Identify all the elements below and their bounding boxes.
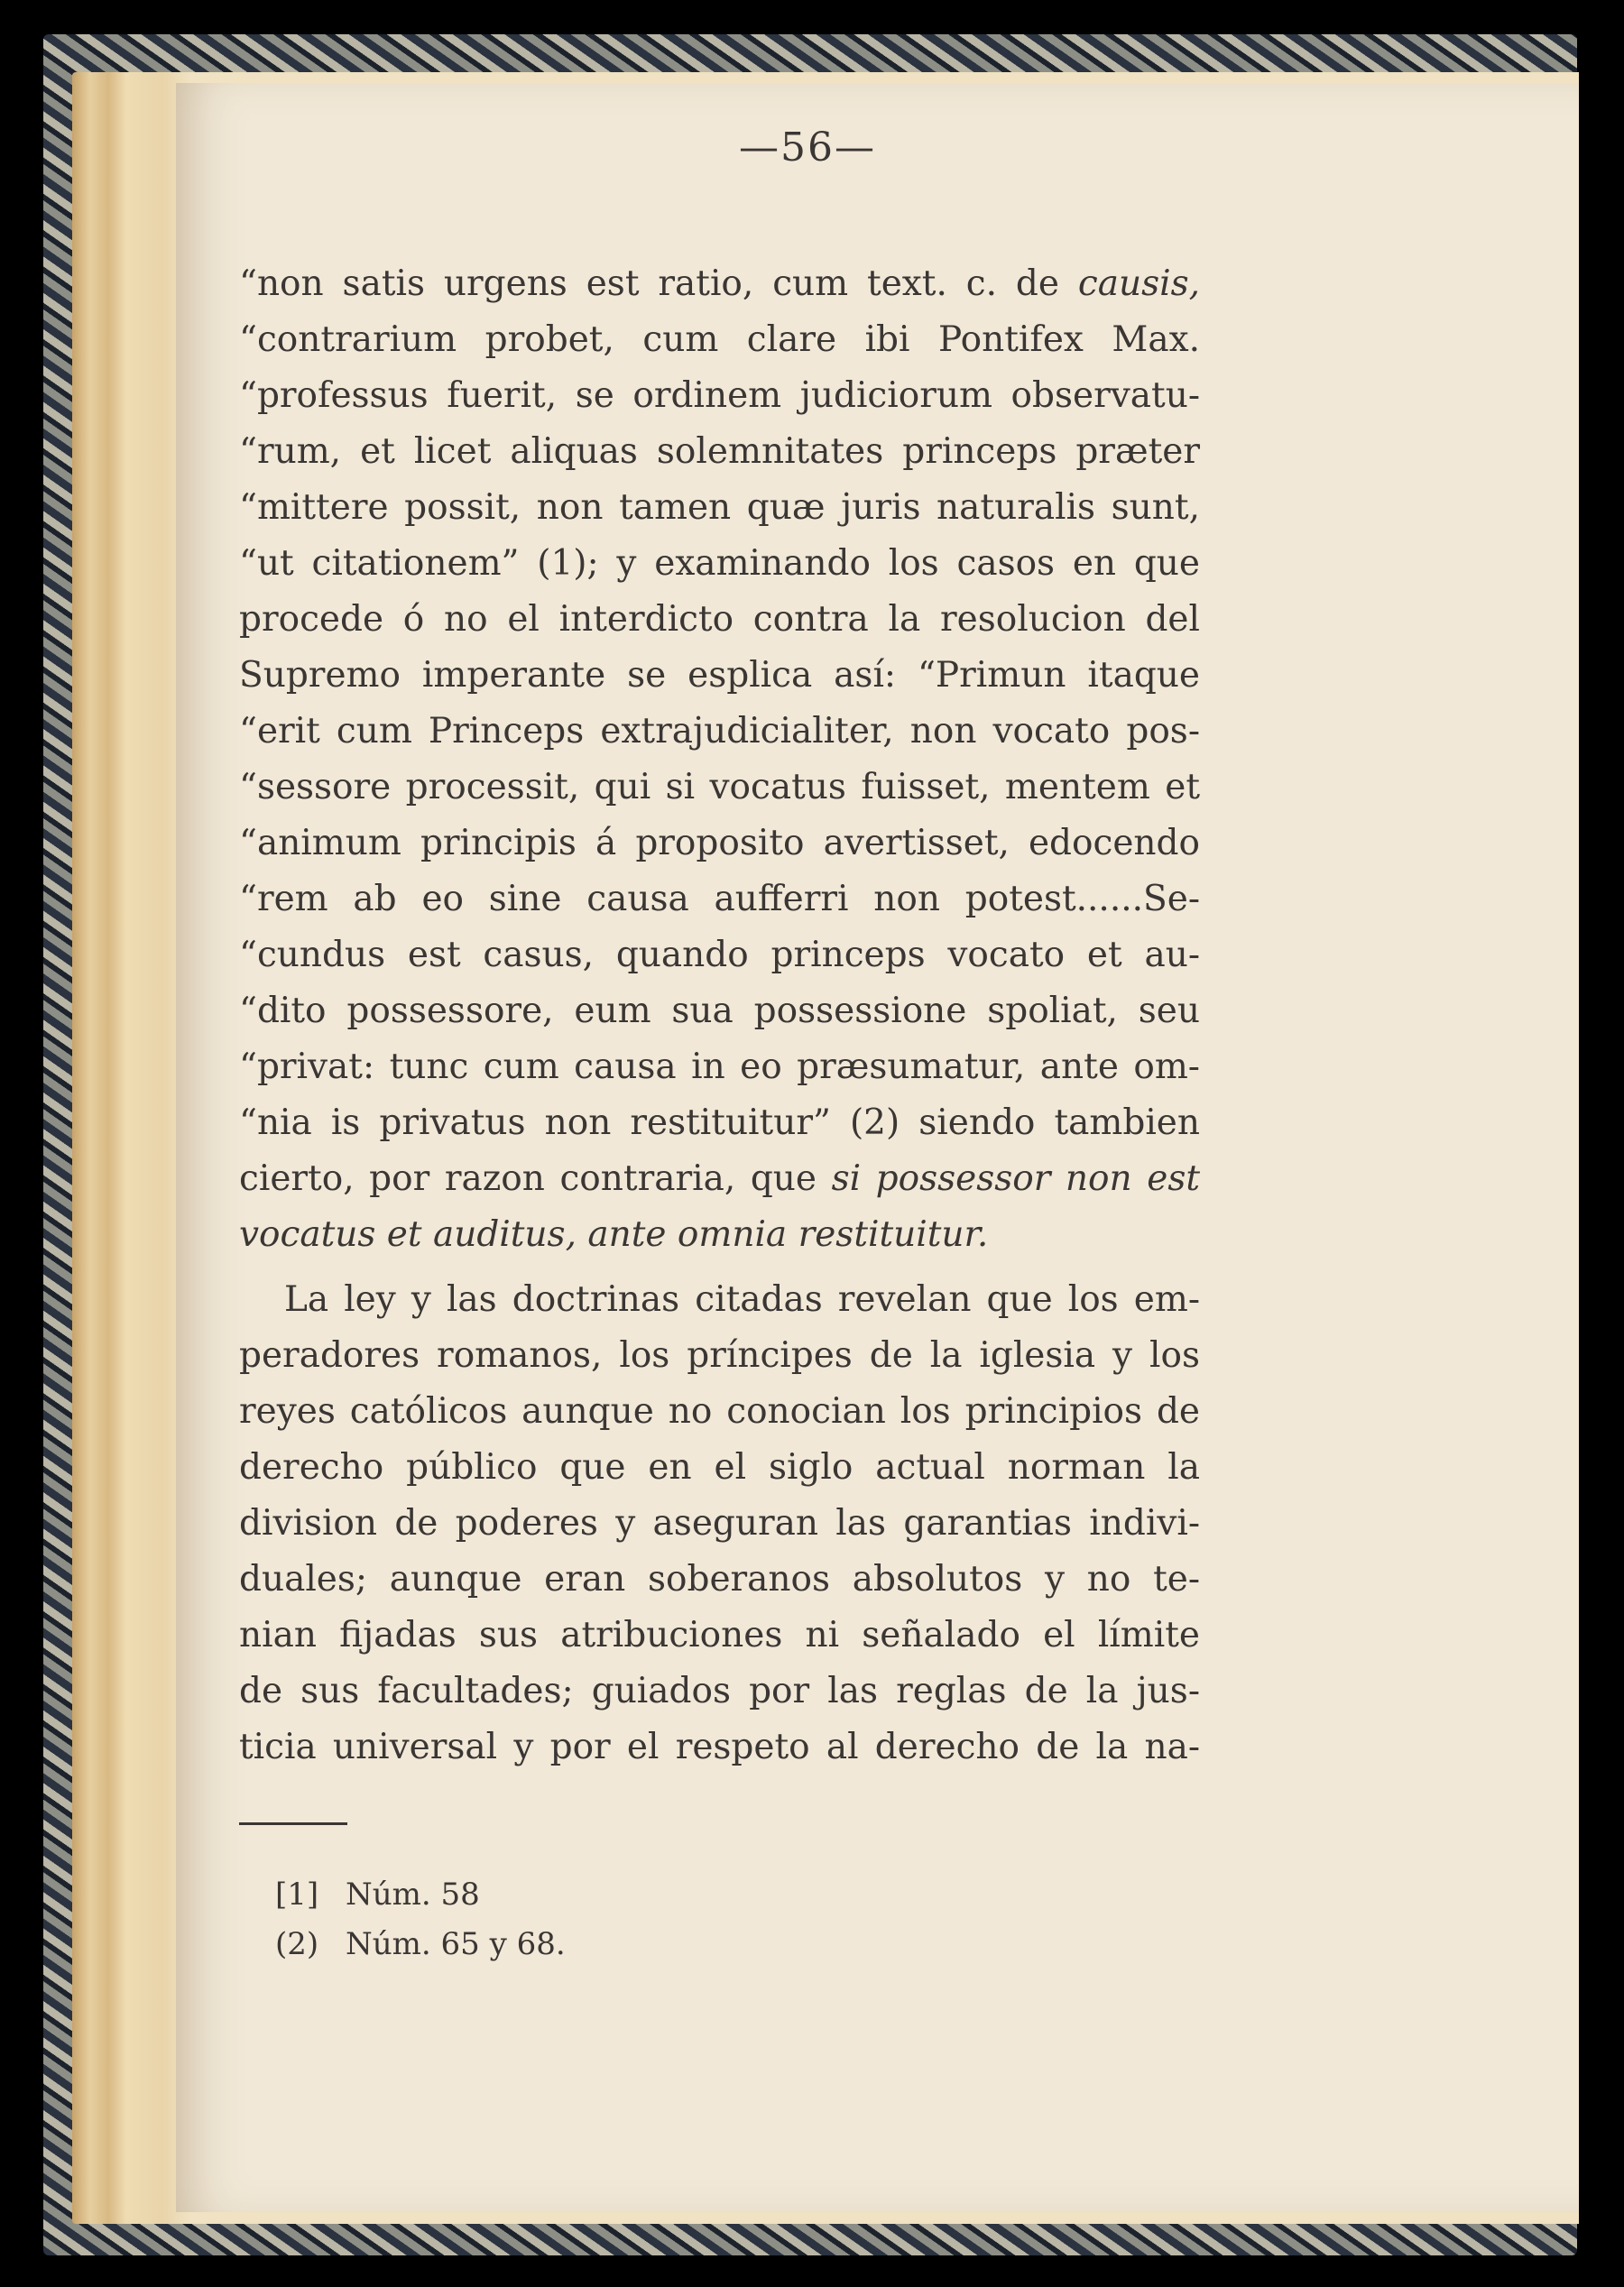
text-line: “cundus est casus, quando princeps vocato et au- <box>239 935 1200 975</box>
text-line: “rem ab eo sine causa aufferri non potest......Se- <box>239 879 1200 919</box>
paragraph-line: division de poderes y aseguran las garantias indivi- <box>239 1503 1200 1544</box>
text-line: “ut citationem” (1); y examinando los casos en que <box>239 543 1200 584</box>
paragraph-line: derecho público que en el siglo actual norman la <box>239 1447 1200 1488</box>
italic-phrase: vocatus et auditus, ante omnia restituitur. <box>239 1214 989 1255</box>
text-line: “non satis urgens est ratio, cum text. c. de causis, <box>239 263 1200 304</box>
paragraph-line: duales; aunque eran soberanos absolutos y no te- <box>239 1559 1200 1600</box>
text-line: “contrarium probet, cum clare ibi Pontifex Max. <box>239 319 1200 360</box>
footnote-text: Núm. 65 y 68. <box>346 1926 566 1962</box>
text-line: “sessore processit, qui si vocatus fuisset, mentem et <box>239 767 1200 807</box>
paragraph-line: La ley y las doctrinas citadas revelan que los em- <box>284 1279 1200 1320</box>
italic-phrase: si possessor non est <box>831 1158 1200 1199</box>
text-line: Supremo imperante se esplica así: “Primun itaque <box>239 655 1200 696</box>
paragraph-line: ticia universal y por el respeto al derecho de la na- <box>239 1727 1200 1767</box>
paragraph-line: peradores romanos, los príncipes de la iglesia y los <box>239 1335 1200 1376</box>
text-line: “dito possessore, eum sua possessione spoliat, seu <box>239 991 1200 1031</box>
text-line: “mittere possit, non tamen quæ juris naturalis sunt, <box>239 487 1200 528</box>
text-line <box>239 1208 1200 1262</box>
text-line: “animum principis á proposito avertisset, edocendo <box>239 823 1200 863</box>
text-line: “nia is privatus non restituitur” (2) siendo tambien <box>239 1102 1200 1143</box>
text-line: cierto, por razon contraria, que si possessor non est <box>239 1158 1200 1199</box>
footnote-rule <box>239 1822 347 1825</box>
italic-word: causis, <box>1077 263 1200 304</box>
paragraph-line: reyes católicos aunque no conocian los principios de <box>239 1391 1200 1432</box>
text-line: “rum, et licet aliquas solemnitates princeps præter <box>239 431 1200 472</box>
footnote <box>275 1922 566 1967</box>
text-line: procede ó no el interdicto contra la resolucion del <box>239 599 1200 640</box>
paragraph-line: nian fijadas sus atribuciones ni señalado el límite <box>239 1615 1200 1655</box>
text-line: “privat: tunc cum causa in eo præsumatur, ante om- <box>239 1047 1200 1087</box>
page-number: —56— <box>739 124 876 171</box>
text-line: “erit cum Princeps extrajudicialiter, non vocato pos- <box>239 711 1200 752</box>
footnote-marker: [1] <box>275 1877 319 1913</box>
footnote <box>275 1872 480 1917</box>
paragraph-line: de sus facultades; guiados por las reglas de la jus- <box>239 1671 1200 1711</box>
footnote-text: Núm. 58 <box>346 1877 480 1913</box>
footnote-marker: (2) <box>275 1926 319 1962</box>
text-line: “professus fuerit, se ordinem judiciorum observatu- <box>239 375 1200 416</box>
